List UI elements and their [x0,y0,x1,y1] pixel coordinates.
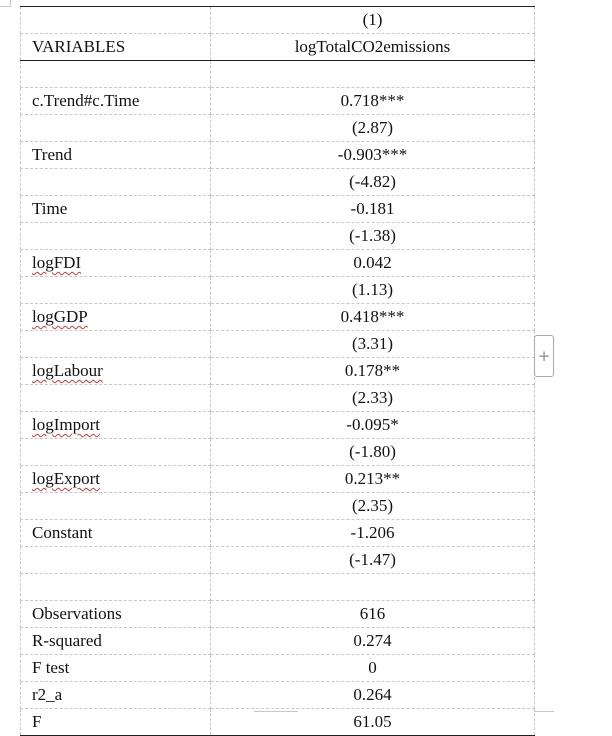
stat-label[interactable]: F [21,709,211,736]
header-cell-empty[interactable] [21,7,211,34]
stat-value[interactable]: 0.274 [211,628,535,655]
coefficient-value[interactable]: -0.095* [211,412,535,439]
stat-value[interactable]: 0.264 [211,682,535,709]
stat-label[interactable]: Observations [21,601,211,628]
add-row-button[interactable] [534,335,554,377]
spellcheck-underlined-text: logLabour [32,361,103,380]
coefficient-value[interactable]: 0.418*** [211,304,535,331]
coefficient-value[interactable]: -0.903*** [211,142,535,169]
header-row-variables [21,34,535,61]
stat-label[interactable]: F test [21,655,211,682]
stat-value[interactable]: 616 [211,601,535,628]
spacer-row [21,574,535,601]
variable-name[interactable] [21,250,211,277]
spellcheck-underlined-text: logFDI [32,253,82,272]
spacer-row [21,61,535,88]
stat-row [21,601,535,628]
tstat-row [21,277,535,304]
tstat-row [21,547,535,574]
header-row-model [21,7,535,34]
tstat-value[interactable]: (-1.80) [211,439,535,466]
tstat-value[interactable]: (-4.82) [211,169,535,196]
spellcheck-underlined-text: logGDP [32,307,88,326]
stat-label[interactable]: r2_a [21,682,211,709]
tstat-value[interactable]: (1.13) [211,277,535,304]
variable-name[interactable]: c.Trend#c.Time [21,88,211,115]
spellcheck-underlined-text: logExport [32,469,100,488]
tstat-label-empty[interactable] [21,493,211,520]
tstat-row [21,439,535,466]
coefficient-value[interactable]: 0.213** [211,466,535,493]
variables-label[interactable]: VARIABLES [21,34,211,61]
variable-name[interactable] [21,412,211,439]
coef-row [21,196,535,223]
scroll-marker [254,711,298,716]
tstat-label-empty[interactable] [21,547,211,574]
model-number[interactable]: (1) [211,7,535,34]
variable-name[interactable]: Trend [21,142,211,169]
coef-row [21,520,535,547]
coefficient-value[interactable]: -1.206 [211,520,535,547]
spacer-cell[interactable] [211,61,535,88]
coef-row [21,466,535,493]
regression-table-body [21,7,535,736]
spellcheck-underlined-text: logImport [32,415,100,434]
spacer-cell[interactable] [21,574,211,601]
tstat-label-empty[interactable] [21,385,211,412]
stat-value[interactable]: 61.05 [211,709,535,736]
stat-label[interactable]: R-squared [21,628,211,655]
variable-name[interactable]: Constant [21,520,211,547]
tstat-label-empty[interactable] [21,115,211,142]
tstat-row [21,493,535,520]
tstat-row [21,169,535,196]
regression-table[interactable] [20,6,535,736]
stat-row [21,655,535,682]
tstat-row [21,223,535,250]
scroll-marker [534,711,554,716]
tstat-value[interactable]: (3.31) [211,331,535,358]
tstat-label-empty[interactable] [21,169,211,196]
coefficient-value[interactable]: 0.718*** [211,88,535,115]
coef-row [21,142,535,169]
variable-name[interactable] [21,304,211,331]
dependent-variable[interactable]: logTotalCO2emissions [211,34,535,61]
tstat-value[interactable]: (2.35) [211,493,535,520]
coef-row [21,358,535,385]
tstat-label-empty[interactable] [21,277,211,304]
spacer-cell[interactable] [21,61,211,88]
coef-row [21,88,535,115]
coef-row [21,412,535,439]
tstat-value[interactable]: (-1.47) [211,547,535,574]
variable-name[interactable] [21,358,211,385]
coefficient-value[interactable]: 0.178** [211,358,535,385]
variable-name[interactable] [21,466,211,493]
plus-icon: + [537,347,551,365]
coef-row [21,250,535,277]
tstat-value[interactable]: (-1.38) [211,223,535,250]
tstat-row [21,385,535,412]
coefficient-value[interactable]: -0.181 [211,196,535,223]
stat-row [21,628,535,655]
page-corner-marker [0,0,11,7]
tstat-label-empty[interactable] [21,331,211,358]
tstat-value[interactable]: (2.87) [211,115,535,142]
coef-row [21,304,535,331]
coefficient-value[interactable]: 0.042 [211,250,535,277]
stat-row [21,682,535,709]
variable-name[interactable]: Time [21,196,211,223]
tstat-label-empty[interactable] [21,223,211,250]
tstat-value[interactable]: (2.33) [211,385,535,412]
tstat-label-empty[interactable] [21,439,211,466]
stat-value[interactable]: 0 [211,655,535,682]
tstat-row [21,331,535,358]
spacer-cell[interactable] [211,574,535,601]
tstat-row [21,115,535,142]
